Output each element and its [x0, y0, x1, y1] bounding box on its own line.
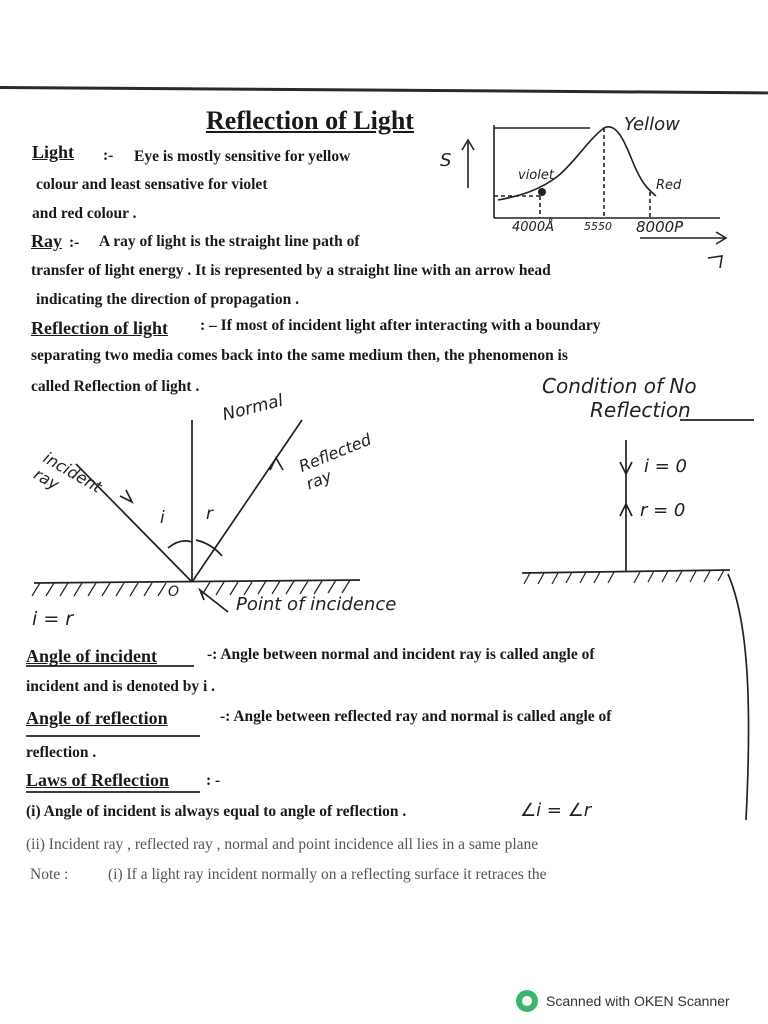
angle-incident-line1: -: Angle between normal and incident ray is called angle of	[207, 646, 595, 663]
light-line2: colour and least sensative for violet	[36, 176, 268, 193]
reflection-line2: separating two media comes back into the same medium then, the phenomenon is	[31, 347, 568, 364]
graph-tick-1: 4000Å	[512, 220, 554, 235]
angle-r-label: r	[206, 504, 213, 524]
angle-reflection-line1: -: Angle between reflected ray and normal is called angle of	[220, 708, 612, 725]
graph-red-label: Red	[656, 178, 682, 193]
reflection-line1: : – If most of incident light after interacting with a boundary	[200, 317, 601, 334]
scanner-text: Scanned with OKEN Scanner	[546, 993, 730, 1009]
light-sep: :-	[103, 147, 114, 164]
laws-sep: : -	[206, 772, 221, 789]
angle-incident-term: Angle of incident	[26, 646, 158, 666]
normal-label: Normal	[220, 390, 286, 426]
ray-line3: indicating the direction of propagation .	[36, 291, 299, 308]
graph-y-label: S	[440, 150, 452, 171]
light-term: Light	[32, 142, 75, 162]
law-1: (i) Angle of incident is always equal to angle of reflection .	[26, 803, 407, 820]
light-line1: Eye is mostly sensitive for yellow	[134, 148, 351, 165]
ray-line1: A ray of light is the straight line path of	[99, 233, 360, 250]
laws-term: Laws of Reflection	[26, 770, 169, 790]
graph-tick-2: 5550	[584, 220, 612, 233]
reflected-ray-label: Reflected ray	[296, 429, 374, 494]
no-reflection-title-1: Condition of No	[542, 374, 697, 398]
page-title: Reflection of Light	[206, 106, 414, 135]
reflection-term: Reflection of light	[31, 318, 168, 338]
angle-reflection-term: Angle of reflection	[26, 708, 168, 728]
ray-sep: :-	[69, 234, 80, 251]
graph-yellow-label: Yellow	[624, 114, 680, 135]
i-zero-label: i = 0	[644, 456, 687, 477]
angle-reflection-line2: reflection .	[26, 744, 97, 761]
point-o-label: O	[168, 584, 180, 600]
graph-tick-3: 8000P	[636, 218, 684, 236]
angle-incident-line2: incident and is denoted by i .	[26, 678, 216, 695]
law-2: (ii) Incident ray , reflected ray , normal and point incidence all lies in a same plane	[26, 836, 539, 853]
scanner-watermark	[516, 990, 730, 1012]
note-text: (i) If a light ray incident normally on a reflecting surface it retraces the	[108, 866, 547, 883]
note-label: Note :	[30, 866, 69, 883]
no-reflection-title-2: Reflection	[590, 398, 691, 422]
i-equals-r: i = r	[32, 608, 74, 630]
reflection-line3: called Reflection of light .	[31, 378, 200, 395]
graph-violet-label: violet	[518, 168, 554, 183]
r-zero-label: r = 0	[640, 500, 686, 521]
ray-term: Ray	[31, 231, 62, 251]
law-1-note: ∠i = ∠r	[520, 800, 592, 821]
incident-ray-label: incident ray	[30, 448, 106, 497]
angle-i-label: i	[160, 508, 165, 528]
light-line3: and red colour .	[32, 205, 137, 222]
point-of-incidence-label: Point of incidence	[236, 594, 397, 615]
ray-line2: transfer of light energy . It is represented by a straight line with an arrow head	[31, 262, 551, 279]
scanner-logo-icon	[516, 990, 538, 1012]
